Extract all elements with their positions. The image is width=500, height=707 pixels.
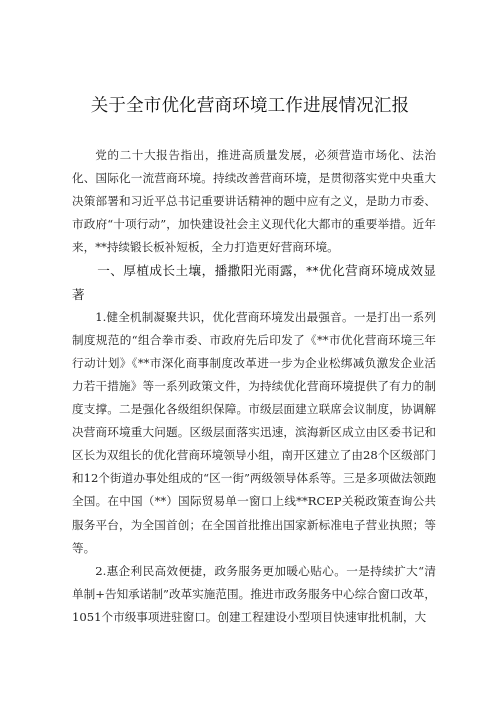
section-heading-1: 一、厚植成长土壤，播撒阳光雨露，**优化营商环境成效显著 bbox=[72, 263, 436, 302]
document-body bbox=[72, 144, 436, 629]
intro-paragraph: 党的二十大报告指出，推进高质量发展，必须营造市场化、法治化、国际化一流营商环境。持续改善营商环境，是贯彻落实党中央重大决策部署和习近平总书记重要讲话精神的题中应有之义，是助力市委、市政府“十项行动”，加快建设社会主义现代化大都市的重要举措。近年来，**持续锻长板补短板，全力打造更好营商环境。 bbox=[72, 148, 436, 255]
section-1-item-1-paragraph: 1.健全机制凝聚共识，优化营商环境发出最强音。一是打出一系列制度规范的“组合拳市委、市政府先后印发了《**市优化营商环境三年行动计划》《**市深化商事制度改革进一步为企业松绑减负激发企业活力若干措施》等一系列政策文件，为持续优化营商环境提供了有力的制度支撑。二是强化各级组织保障。市级层面建立联席会议制度，协调解决营商环境重大问题。区级层面落实迅速，滨海新区成立由区委书记和区长为双组长的优化营商环境领导小组，南开区建立了由28个区级部门和12个街道办事处组成的“区一街”两级领导体系等。三是多项做法领跑全国。在中国（**）国际贸易单一窗口上线**RCEP关税政策查询公共服务平台，为全国首创；在全国首批推出国家新标准电子营业执照；等等。 bbox=[72, 309, 436, 555]
document-title: 关于全市优化营商环境工作进展情况汇报 bbox=[90, 96, 410, 116]
section-1-item-2-paragraph: 2.惠企利民高效便捷，政务服务更加暖心贴心。一是持续扩大“清单制+告知承诺制”改革实施范围。推进市政务服务中心综合窗口改革，1051个市级事项进驻窗口。创建工程建设小型项目快速审批机制，大 bbox=[72, 563, 436, 624]
